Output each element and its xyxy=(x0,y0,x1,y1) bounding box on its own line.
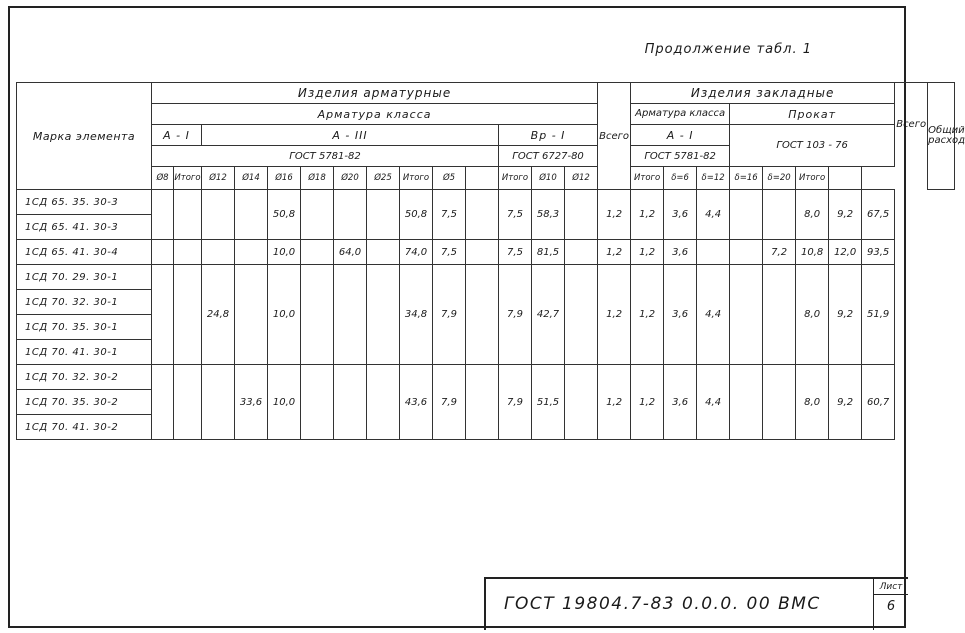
sub-s16: δ=16 xyxy=(730,167,763,190)
cell-d14 xyxy=(235,265,268,365)
cell-e10 xyxy=(565,265,598,365)
cell-d5: 7,5 xyxy=(433,190,466,240)
cell-s16 xyxy=(730,365,763,440)
sub-d8: Ø8 xyxy=(152,167,174,190)
cell-it5: 8,0 xyxy=(796,365,829,440)
sub-itogo5: Итого xyxy=(796,167,829,190)
header-gost5781: ГОСТ 5781-82 xyxy=(152,146,499,167)
cell-it1 xyxy=(174,265,202,365)
cell-gen: 67,5 xyxy=(862,190,895,240)
cell-etot: 9,2 xyxy=(829,265,862,365)
cell-it2: 34,8 xyxy=(400,265,433,365)
cell-gen: 51,9 xyxy=(862,265,895,365)
document-code: ГОСТ 19804.7-83 0.0.0. 00 ВМС xyxy=(504,594,821,614)
cell-d8 xyxy=(152,265,174,365)
header-rebar-class: Арматура класса xyxy=(152,104,598,125)
sub-d18: Ø18 xyxy=(301,167,334,190)
cell-tot: 58,3 xyxy=(532,190,565,240)
continuation-note: Продолжение табл. 1 xyxy=(644,42,812,57)
header-mark: Марка элемента xyxy=(17,83,152,190)
cell-blank xyxy=(466,240,499,265)
cell-s6: 3,6 xyxy=(664,265,697,365)
cell-e12: 1,2 xyxy=(598,265,631,365)
cell-d14 xyxy=(235,240,268,265)
cell-tot: 81,5 xyxy=(532,240,565,265)
cell-e10 xyxy=(565,240,598,265)
cell-s6: 3,6 xyxy=(664,190,697,240)
cell-s20 xyxy=(763,190,796,240)
cell-s16 xyxy=(730,240,763,265)
table-row xyxy=(17,190,955,215)
cell-blank xyxy=(466,190,499,240)
cell-d5: 7,5 xyxy=(433,240,466,265)
table-row xyxy=(17,240,955,265)
cell-s20 xyxy=(763,265,796,365)
cell-d18 xyxy=(301,365,334,440)
cell-d5: 7,9 xyxy=(433,365,466,440)
cell-s6: 3,6 xyxy=(664,365,697,440)
cell-d12 xyxy=(202,190,235,240)
cell-d20 xyxy=(334,265,367,365)
sub-ed10: Ø10 xyxy=(532,167,565,190)
header-a3: А - III xyxy=(202,125,499,146)
cell-it3: 7,5 xyxy=(499,240,532,265)
cell-s20 xyxy=(763,365,796,440)
header-rebar-products: Изделия арматурные xyxy=(152,83,598,104)
cell-it3: 7,9 xyxy=(499,265,532,365)
cell-gen: 60,7 xyxy=(862,365,895,440)
cell-s12: 4,4 xyxy=(697,265,730,365)
cell-d12 xyxy=(202,365,235,440)
element-mark: 1СД 70. 29. 30-1 xyxy=(17,265,152,290)
cell-s6: 3,6 xyxy=(664,240,697,265)
element-mark: 1СД 70. 32. 30-1 xyxy=(17,290,152,315)
element-mark: 1СД 70. 41. 30-2 xyxy=(17,415,152,440)
header-vr1: Вр - I xyxy=(499,125,598,146)
sub-itogo1: Итого xyxy=(174,167,202,190)
cell-it4: 1,2 xyxy=(631,265,664,365)
cell-it3: 7,9 xyxy=(499,365,532,440)
sheet-box xyxy=(873,579,908,630)
cell-it2: 43,6 xyxy=(400,365,433,440)
cell-etot: 9,2 xyxy=(829,190,862,240)
cell-s12 xyxy=(697,240,730,265)
cell-etot: 12,0 xyxy=(829,240,862,265)
sub-d25: Ø25 xyxy=(367,167,400,190)
header-total: Всего xyxy=(598,83,631,190)
cell-e12: 1,2 xyxy=(598,240,631,265)
sub-emb-total-blank xyxy=(829,167,862,190)
cell-d16: 10,0 xyxy=(268,365,301,440)
cell-tot: 51,5 xyxy=(532,365,565,440)
cell-d18 xyxy=(301,190,334,240)
sub-d14: Ø14 xyxy=(235,167,268,190)
cell-blank xyxy=(466,365,499,440)
cell-e12: 1,2 xyxy=(598,365,631,440)
header-emb-a1: А - I xyxy=(631,125,730,146)
cell-s12: 4,4 xyxy=(697,190,730,240)
cell-blank xyxy=(466,265,499,365)
sheet-label: Лист xyxy=(874,581,908,595)
cell-d12 xyxy=(202,240,235,265)
sub-blank xyxy=(466,167,499,190)
element-mark: 1СД 70. 35. 30-2 xyxy=(17,390,152,415)
cell-s12: 4,4 xyxy=(697,365,730,440)
cell-d25 xyxy=(367,265,400,365)
table-row xyxy=(17,265,955,290)
cell-d25 xyxy=(367,190,400,240)
cell-it4: 1,2 xyxy=(631,365,664,440)
cell-d8 xyxy=(152,190,174,240)
cell-d18 xyxy=(301,265,334,365)
cell-s16 xyxy=(730,265,763,365)
cell-d25 xyxy=(367,365,400,440)
cell-it1 xyxy=(174,365,202,440)
header-emb-gost5781: ГОСТ 5781-82 xyxy=(631,146,730,167)
cell-d20 xyxy=(334,190,367,240)
sub-s20: δ=20 xyxy=(763,167,796,190)
header-emb-total: Всего xyxy=(895,83,928,167)
header-general: Общий расход xyxy=(928,83,955,190)
cell-s20: 7,2 xyxy=(763,240,796,265)
header-rolled: Прокат xyxy=(730,104,895,125)
sub-itogo2: Итого xyxy=(400,167,433,190)
sub-itogo3: Итого xyxy=(499,167,532,190)
specification-table xyxy=(16,82,965,440)
cell-it5: 8,0 xyxy=(796,190,829,240)
cell-d14: 33,6 xyxy=(235,365,268,440)
element-mark: 1СД 70. 41. 30-1 xyxy=(17,340,152,365)
sub-d16: Ø16 xyxy=(268,167,301,190)
cell-it1 xyxy=(174,190,202,240)
cell-s16 xyxy=(730,190,763,240)
cell-d16: 10,0 xyxy=(268,240,301,265)
table-row xyxy=(17,365,955,390)
cell-d8 xyxy=(152,240,174,265)
element-mark: 1СД 70. 35. 30-1 xyxy=(17,315,152,340)
element-mark: 1СД 65. 41. 30-3 xyxy=(17,215,152,240)
drawing-sheet xyxy=(8,6,965,628)
cell-etot: 9,2 xyxy=(829,365,862,440)
header-gost6727: ГОСТ 6727-80 xyxy=(499,146,598,167)
sub-d12: Ø12 xyxy=(202,167,235,190)
sub-ed12: Ø12 xyxy=(565,167,598,190)
cell-d20 xyxy=(334,365,367,440)
cell-it5: 10,8 xyxy=(796,240,829,265)
sub-d5: Ø5 xyxy=(433,167,466,190)
cell-e10 xyxy=(565,190,598,240)
cell-d20: 64,0 xyxy=(334,240,367,265)
cell-d12: 24,8 xyxy=(202,265,235,365)
cell-d18 xyxy=(301,240,334,265)
element-mark: 1СД 65. 41. 30-4 xyxy=(17,240,152,265)
cell-d16: 50,8 xyxy=(268,190,301,240)
cell-it2: 50,8 xyxy=(400,190,433,240)
title-block xyxy=(484,577,908,630)
cell-it1 xyxy=(174,240,202,265)
cell-tot: 42,7 xyxy=(532,265,565,365)
header-a1: А - I xyxy=(152,125,202,146)
cell-d14 xyxy=(235,190,268,240)
cell-it3: 7,5 xyxy=(499,190,532,240)
sheet-number: 6 xyxy=(886,599,896,614)
cell-d5: 7,9 xyxy=(433,265,466,365)
cell-it4: 1,2 xyxy=(631,190,664,240)
cell-it5: 8,0 xyxy=(796,265,829,365)
element-mark: 1СД 70. 32. 30-2 xyxy=(17,365,152,390)
header-embedded-products: Изделия закладные xyxy=(631,83,895,104)
header-emb-rebar-class: Арматура класса xyxy=(631,104,730,125)
sub-s12: δ=12 xyxy=(697,167,730,190)
header-gost103: ГОСТ 103 - 76 xyxy=(730,125,895,167)
sub-s6: δ=6 xyxy=(664,167,697,190)
cell-d25 xyxy=(367,240,400,265)
cell-d16: 10,0 xyxy=(268,265,301,365)
sub-itogo4: Итого xyxy=(631,167,664,190)
cell-it4: 1,2 xyxy=(631,240,664,265)
cell-e12: 1,2 xyxy=(598,190,631,240)
cell-gen: 93,5 xyxy=(862,240,895,265)
cell-it2: 74,0 xyxy=(400,240,433,265)
cell-d8 xyxy=(152,365,174,440)
sub-d20: Ø20 xyxy=(334,167,367,190)
element-mark: 1СД 65. 35. 30-3 xyxy=(17,190,152,215)
cell-e10 xyxy=(565,365,598,440)
